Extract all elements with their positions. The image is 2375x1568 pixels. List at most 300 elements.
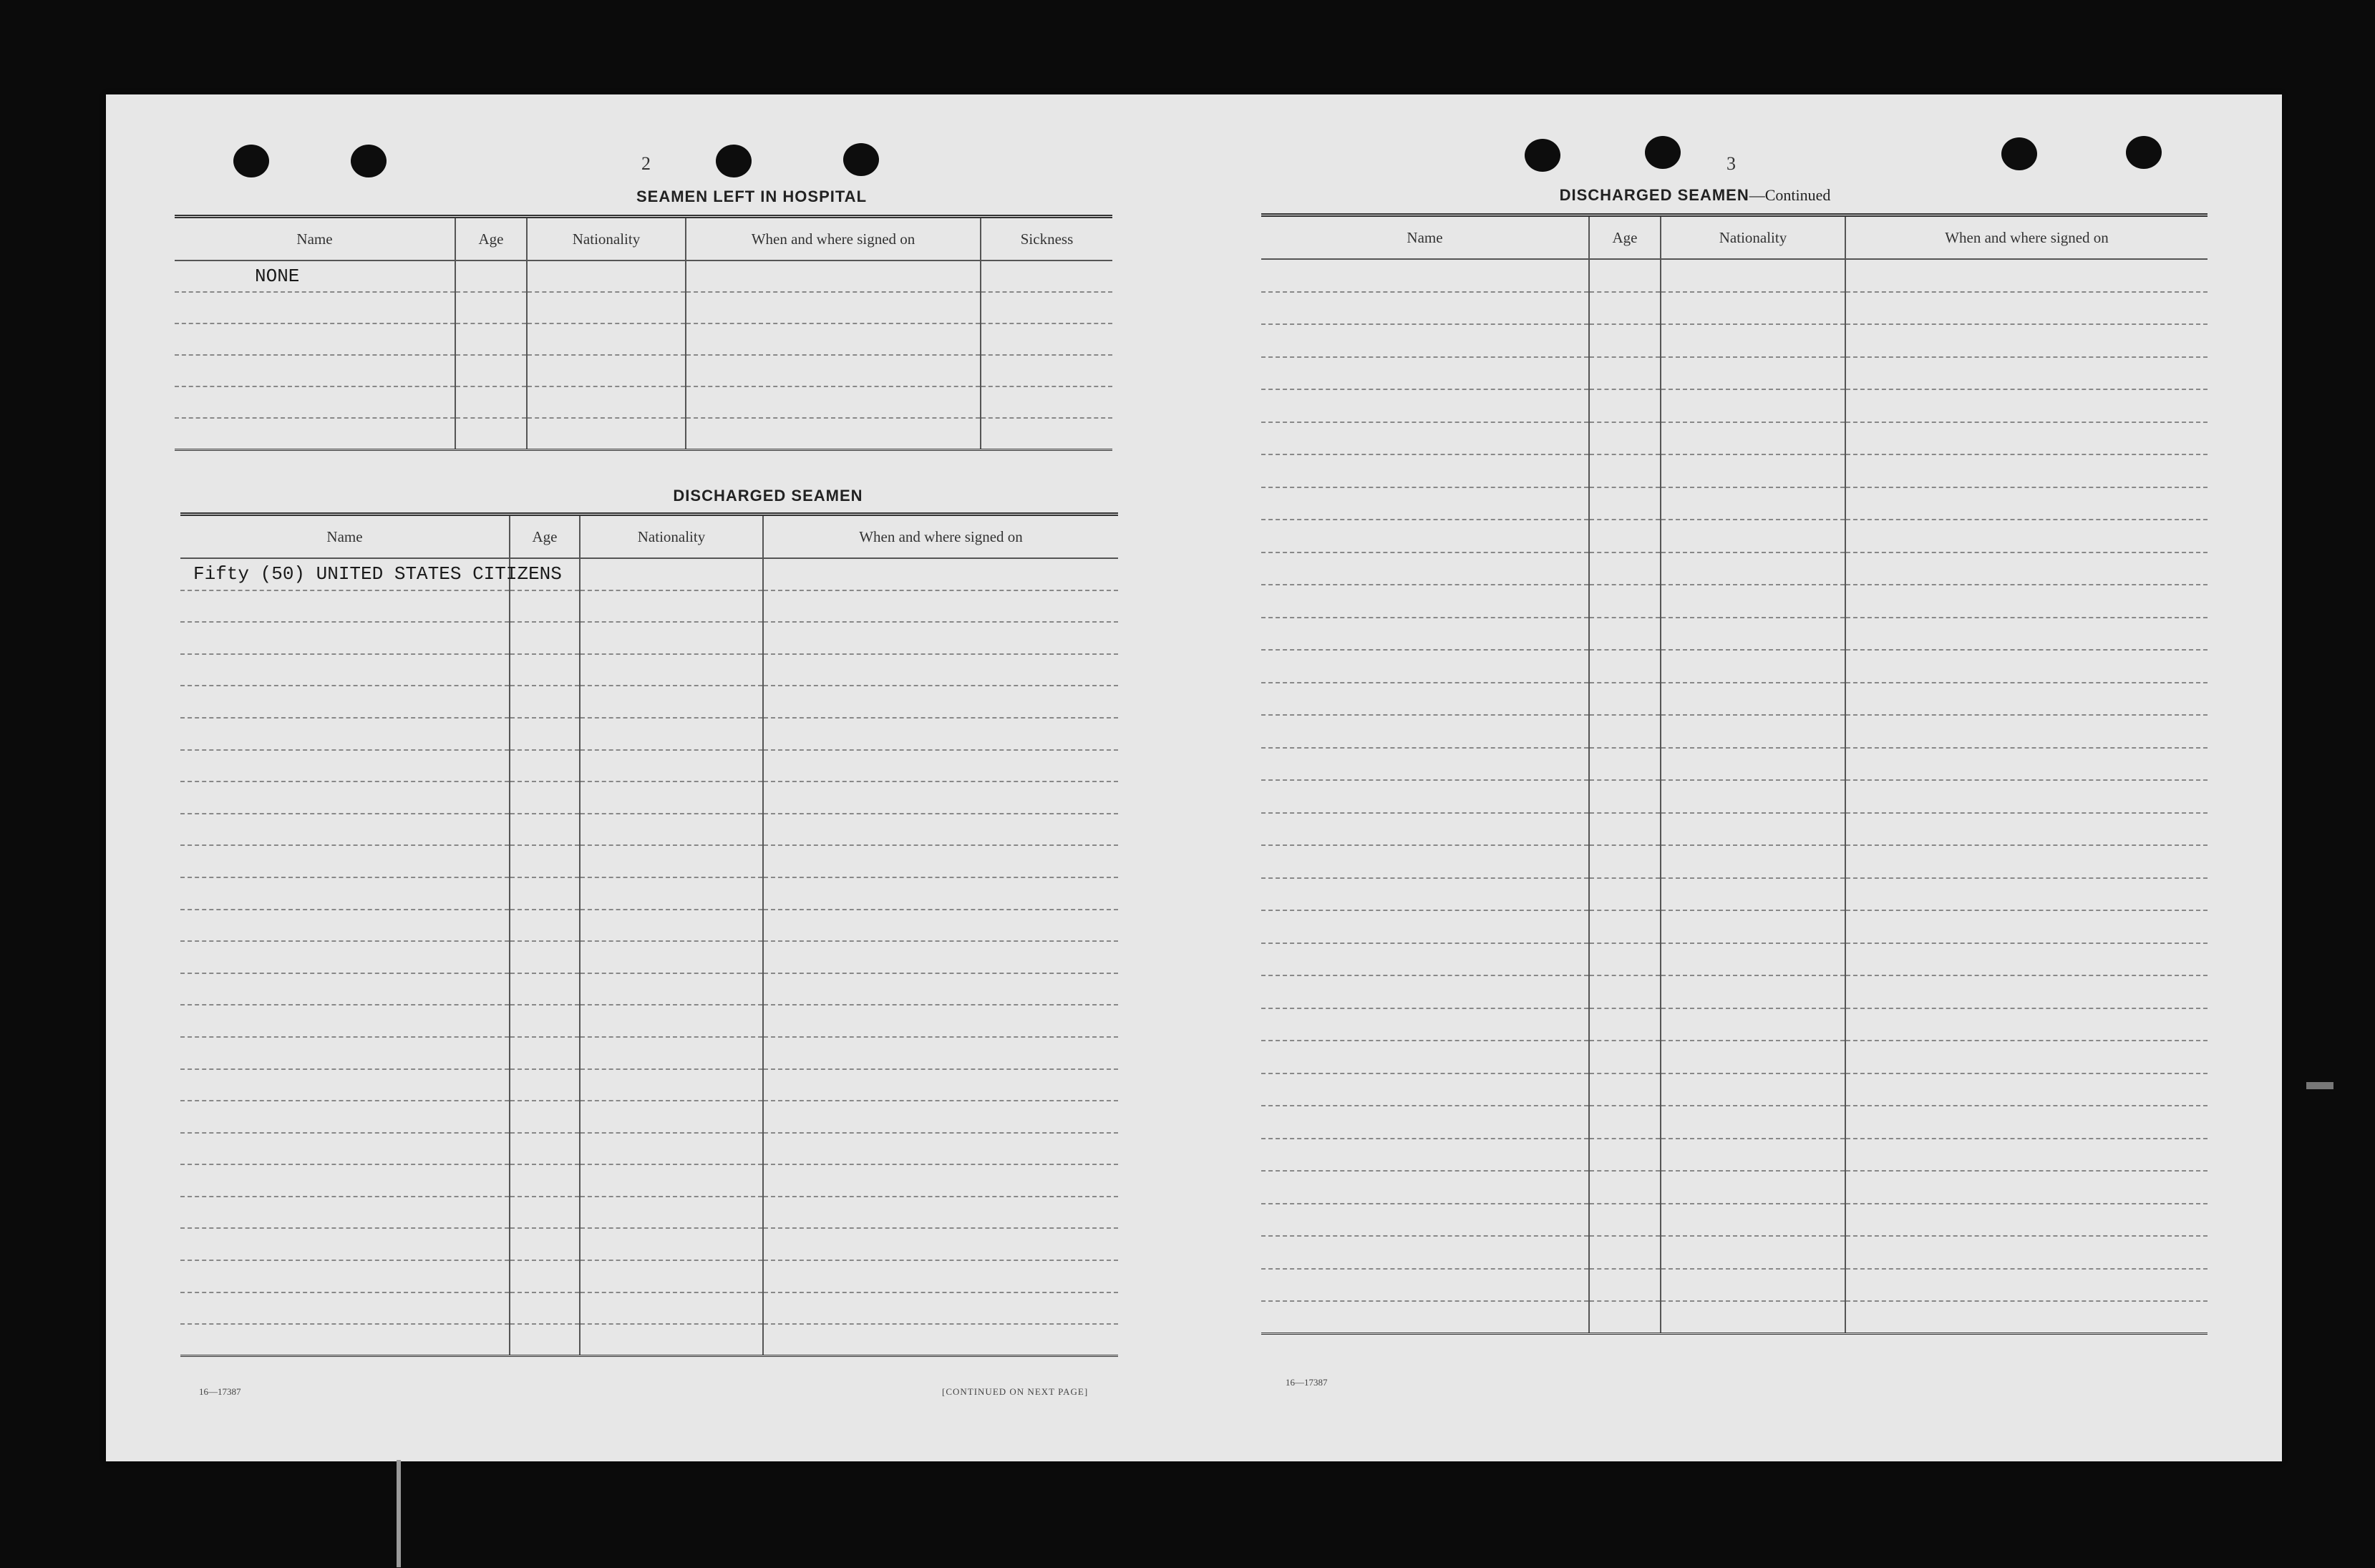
binder-hole [716, 145, 752, 177]
table-cell [1589, 618, 1661, 651]
table-cell [1261, 552, 1589, 585]
table-cell [580, 1260, 763, 1292]
film-edge-mark [397, 1460, 401, 1567]
table-cell [1589, 520, 1661, 552]
table-cell [1261, 910, 1589, 943]
table-cell [580, 910, 763, 942]
table-cell [180, 1101, 510, 1133]
table-cell [763, 814, 1118, 846]
table-cell [1261, 487, 1589, 520]
table-cell [763, 1037, 1118, 1069]
table-row [1261, 1106, 2208, 1139]
table-cell [763, 558, 1118, 590]
table-cell [580, 1164, 763, 1197]
discharged-section-title: DISCHARGED SEAMEN [673, 487, 863, 505]
table-row [180, 558, 1118, 590]
table-cell [455, 418, 527, 449]
table-row [1261, 1073, 2208, 1106]
table-cell [1845, 618, 2208, 651]
table-cell [763, 1069, 1118, 1101]
table-cell [1845, 878, 2208, 911]
table-cell [1261, 943, 1589, 976]
table-cell [580, 1197, 763, 1229]
column-header: Name [175, 217, 455, 261]
table-cell [180, 1069, 510, 1101]
table-cell [1261, 975, 1589, 1008]
table-cell [1661, 292, 1845, 325]
table-cell [981, 323, 1112, 355]
table-cell [1845, 552, 2208, 585]
table-cell [1261, 813, 1589, 846]
table-cell [510, 1197, 580, 1229]
column-header: Name [1261, 215, 1589, 260]
table-cell: Fifty (50) UNITED STATES CITIZENS [180, 558, 510, 590]
table-cell [510, 686, 580, 718]
table-cell [180, 1324, 510, 1356]
table-row [180, 1164, 1118, 1197]
table-cell [180, 686, 510, 718]
table-cell [1661, 1139, 1845, 1172]
page-number-left: 2 [641, 153, 651, 174]
column-header: Age [510, 515, 580, 559]
table-cell [510, 654, 580, 686]
table-cell [1845, 1139, 2208, 1172]
table-cell [180, 781, 510, 814]
table-cell [580, 622, 763, 654]
table-cell [1589, 1301, 1661, 1334]
table-cell [180, 750, 510, 782]
table-cell [580, 1228, 763, 1260]
table-cell [527, 323, 686, 355]
table-cell [455, 386, 527, 418]
table-cell [686, 292, 981, 323]
discharged-continued-title-main: DISCHARGED SEAMEN [1559, 186, 1749, 204]
table-cell [1661, 1106, 1845, 1139]
table-row [180, 1133, 1118, 1165]
table-cell [1661, 259, 1845, 292]
table-cell [1261, 389, 1589, 422]
table-row [1261, 1301, 2208, 1334]
table-cell [510, 941, 580, 973]
table-cell [763, 1101, 1118, 1133]
table-cell [180, 845, 510, 877]
column-header: Sickness [981, 217, 1112, 261]
table-cell [1845, 813, 2208, 846]
table-cell [1589, 1073, 1661, 1106]
table-cell [1589, 1008, 1661, 1041]
table-cell [1589, 975, 1661, 1008]
table-cell [1589, 487, 1661, 520]
table-cell [1261, 650, 1589, 683]
discharged-table-right-header [1261, 215, 2208, 260]
table-cell [1261, 1041, 1589, 1073]
table-cell [580, 973, 763, 1005]
table-row [180, 1197, 1118, 1229]
table-cell [1589, 1106, 1661, 1139]
table-cell [510, 814, 580, 846]
table-row [180, 1292, 1118, 1325]
table-cell [580, 1133, 763, 1165]
table-cell [1845, 1269, 2208, 1302]
table-cell [686, 418, 981, 449]
table-cell [763, 1164, 1118, 1197]
table-cell [1845, 324, 2208, 357]
hospital-table-header [175, 217, 1112, 261]
table-cell [510, 1260, 580, 1292]
table-cell [1261, 780, 1589, 813]
table-row [1261, 878, 2208, 911]
table-cell [1845, 943, 2208, 976]
table-cell [1261, 1236, 1589, 1269]
table-row [1261, 487, 2208, 520]
table-cell [1261, 1301, 1589, 1334]
discharged-table-left [180, 512, 1118, 1357]
table-cell [1845, 845, 2208, 878]
table-row [180, 781, 1118, 814]
table-cell [1261, 1204, 1589, 1237]
table-cell [763, 686, 1118, 718]
table-cell [1589, 910, 1661, 943]
table-cell [1845, 715, 2208, 748]
table-cell [1845, 1008, 2208, 1041]
table-cell [1845, 780, 2208, 813]
table-cell [1261, 878, 1589, 911]
table-cell [1661, 1236, 1845, 1269]
table-cell [580, 781, 763, 814]
table-cell [510, 1005, 580, 1037]
table-cell [1589, 1041, 1661, 1073]
table-cell [510, 1324, 580, 1356]
table-cell [1261, 292, 1589, 325]
table-row [180, 1101, 1118, 1133]
table-cell [1261, 1106, 1589, 1139]
table-cell [763, 590, 1118, 623]
table-cell [1661, 715, 1845, 748]
table-row [1261, 910, 2208, 943]
table-row [180, 1228, 1118, 1260]
table-cell [180, 590, 510, 623]
table-cell [510, 590, 580, 623]
column-header: When and where signed on [686, 217, 981, 261]
table-cell [1661, 585, 1845, 618]
table-cell [1845, 1171, 2208, 1204]
table-cell [1661, 487, 1845, 520]
table-cell [510, 1101, 580, 1133]
table-cell [1261, 585, 1589, 618]
table-cell [1661, 1073, 1845, 1106]
table-cell [1589, 1204, 1661, 1237]
discharged-continued-title [1452, 186, 1938, 205]
column-header: When and where signed on [763, 515, 1118, 559]
table-cell [580, 750, 763, 782]
table-cell [580, 558, 763, 590]
table-cell [180, 1260, 510, 1292]
table-cell [1661, 389, 1845, 422]
table-cell [686, 260, 981, 292]
table-row [180, 686, 1118, 718]
binder-hole [233, 145, 269, 177]
table-cell [686, 386, 981, 418]
table-cell [1661, 422, 1845, 455]
table-cell [981, 355, 1112, 386]
table-cell [1661, 650, 1845, 683]
table-row [180, 814, 1118, 846]
binder-hole [351, 145, 387, 177]
table-cell [180, 1133, 510, 1165]
table-row [175, 292, 1112, 323]
table-cell [510, 910, 580, 942]
table-cell [1589, 389, 1661, 422]
table-cell [1845, 1301, 2208, 1334]
table-cell [1261, 422, 1589, 455]
table-cell [180, 814, 510, 846]
table-row [1261, 1269, 2208, 1302]
table-cell [455, 355, 527, 386]
table-cell [981, 418, 1112, 449]
table-row [1261, 324, 2208, 357]
table-cell [1845, 748, 2208, 781]
table-cell [1589, 422, 1661, 455]
table-cell [1661, 878, 1845, 911]
table-row [1261, 975, 2208, 1008]
table-cell [1845, 259, 2208, 292]
table-cell [763, 1197, 1118, 1229]
table-cell [527, 418, 686, 449]
table-row [180, 654, 1118, 686]
table-cell [180, 973, 510, 1005]
table-cell [1845, 585, 2208, 618]
table-cell [455, 260, 527, 292]
form-code-right: 16—17387 [1286, 1377, 1328, 1388]
table-row [1261, 1171, 2208, 1204]
table-cell [180, 1197, 510, 1229]
table-cell [1589, 585, 1661, 618]
table-cell [1261, 259, 1589, 292]
table-row [175, 418, 1112, 449]
table-cell [1661, 943, 1845, 976]
table-row [180, 1324, 1118, 1356]
table-cell: NONE [175, 260, 455, 292]
table-cell [180, 941, 510, 973]
table-cell [1845, 1041, 2208, 1073]
table-cell [1845, 520, 2208, 552]
table-cell [1589, 715, 1661, 748]
table-cell [580, 1292, 763, 1325]
table-cell [180, 1164, 510, 1197]
table-cell [1845, 1236, 2208, 1269]
table-cell [510, 750, 580, 782]
table-row [1261, 780, 2208, 813]
table-cell [510, 973, 580, 1005]
table-row [175, 323, 1112, 355]
hospital-table [175, 215, 1112, 451]
page-number-right: 3 [1726, 153, 1736, 174]
binder-hole [2001, 137, 2037, 170]
table-cell [580, 845, 763, 877]
table-cell [1261, 845, 1589, 878]
table-row [1261, 357, 2208, 390]
table-cell [1661, 683, 1845, 716]
table-cell [1661, 1301, 1845, 1334]
table-row [1261, 552, 2208, 585]
table-cell [1661, 1269, 1845, 1302]
table-cell [1261, 324, 1589, 357]
table-cell [180, 622, 510, 654]
table-row [1261, 1236, 2208, 1269]
binder-hole [1645, 136, 1681, 169]
table-cell [510, 877, 580, 910]
table-row [180, 718, 1118, 750]
table-cell [1261, 1171, 1589, 1204]
table-row [180, 622, 1118, 654]
table-cell [1661, 454, 1845, 487]
table-cell [1661, 1008, 1845, 1041]
table-cell [580, 590, 763, 623]
table-row [180, 1037, 1118, 1069]
table-cell [510, 1292, 580, 1325]
table-cell [580, 814, 763, 846]
table-cell [180, 877, 510, 910]
table-cell [1261, 1008, 1589, 1041]
table-cell [1661, 552, 1845, 585]
table-row [180, 973, 1118, 1005]
table-row [175, 260, 1112, 292]
table-row [1261, 454, 2208, 487]
table-cell [763, 1292, 1118, 1325]
table-cell [763, 877, 1118, 910]
table-cell [763, 1228, 1118, 1260]
table-cell [1661, 845, 1845, 878]
table-row [180, 877, 1118, 910]
table-row [1261, 1139, 2208, 1172]
table-row [1261, 292, 2208, 325]
table-cell [1589, 650, 1661, 683]
table-cell [1661, 618, 1845, 651]
table-cell [981, 260, 1112, 292]
table-cell [527, 355, 686, 386]
table-cell [1845, 292, 2208, 325]
table-cell [175, 355, 455, 386]
table-cell [1661, 324, 1845, 357]
table-row [180, 590, 1118, 623]
table-cell [1589, 683, 1661, 716]
table-cell [1661, 910, 1845, 943]
table-row [1261, 1204, 2208, 1237]
table-row [175, 386, 1112, 418]
table-cell [1661, 1041, 1845, 1073]
table-cell [1661, 813, 1845, 846]
table-cell [1261, 715, 1589, 748]
table-cell [1261, 1139, 1589, 1172]
table-cell [1261, 520, 1589, 552]
table-row [1261, 520, 2208, 552]
table-cell [1845, 975, 2208, 1008]
table-cell [686, 323, 981, 355]
table-cell [527, 386, 686, 418]
table-cell [1261, 357, 1589, 390]
table-cell [510, 1069, 580, 1101]
column-header: When and where signed on [1845, 215, 2208, 260]
table-cell [1261, 748, 1589, 781]
table-cell [510, 1164, 580, 1197]
table-cell [1845, 910, 2208, 943]
table-cell [1589, 845, 1661, 878]
table-cell [981, 292, 1112, 323]
table-cell [1661, 748, 1845, 781]
discharged-table-left-header [180, 515, 1118, 559]
table-cell [1845, 1106, 2208, 1139]
table-cell [1589, 878, 1661, 911]
table-cell [763, 1260, 1118, 1292]
table-cell [1661, 1171, 1845, 1204]
table-cell [1589, 748, 1661, 781]
table-row [1261, 845, 2208, 878]
table-cell [1845, 1204, 2208, 1237]
document-sheet [106, 94, 2282, 1461]
table-cell [763, 845, 1118, 877]
column-header: Nationality [527, 217, 686, 261]
column-header: Age [1589, 215, 1661, 260]
table-cell [1661, 1204, 1845, 1237]
table-cell [1845, 422, 2208, 455]
table-cell [1845, 650, 2208, 683]
table-cell [180, 1228, 510, 1260]
table-row [1261, 943, 2208, 976]
table-cell [763, 622, 1118, 654]
table-cell [763, 1133, 1118, 1165]
form-code-left: 16—17387 [199, 1386, 241, 1397]
table-cell [1845, 454, 2208, 487]
table-cell [1661, 780, 1845, 813]
discharged-continued-title-suffix: —Continued [1749, 186, 1831, 204]
table-cell [686, 355, 981, 386]
table-cell [763, 1324, 1118, 1356]
table-cell [180, 1037, 510, 1069]
table-cell [1589, 1236, 1661, 1269]
table-cell [527, 292, 686, 323]
table-cell [1589, 357, 1661, 390]
table-row [1261, 618, 2208, 651]
table-row [1261, 683, 2208, 716]
table-row [1261, 1041, 2208, 1073]
table-row [1261, 585, 2208, 618]
table-row [180, 941, 1118, 973]
table-row [1261, 715, 2208, 748]
binder-hole [2126, 136, 2162, 169]
table-cell [763, 941, 1118, 973]
table-row [1261, 650, 2208, 683]
table-cell [510, 845, 580, 877]
table-cell [175, 418, 455, 449]
table-cell [510, 1133, 580, 1165]
table-cell [1845, 683, 2208, 716]
table-cell [1845, 1073, 2208, 1106]
table-cell [1845, 487, 2208, 520]
table-cell [1589, 1269, 1661, 1302]
table-cell [1261, 1073, 1589, 1106]
table-cell [1661, 975, 1845, 1008]
table-cell [510, 718, 580, 750]
column-header: Name [180, 515, 510, 559]
table-cell [527, 260, 686, 292]
table-cell [580, 877, 763, 910]
table-cell [580, 1069, 763, 1101]
table-cell [175, 323, 455, 355]
table-cell [1845, 389, 2208, 422]
table-cell [580, 686, 763, 718]
table-cell [763, 910, 1118, 942]
film-edge-mark [2306, 1082, 2333, 1089]
